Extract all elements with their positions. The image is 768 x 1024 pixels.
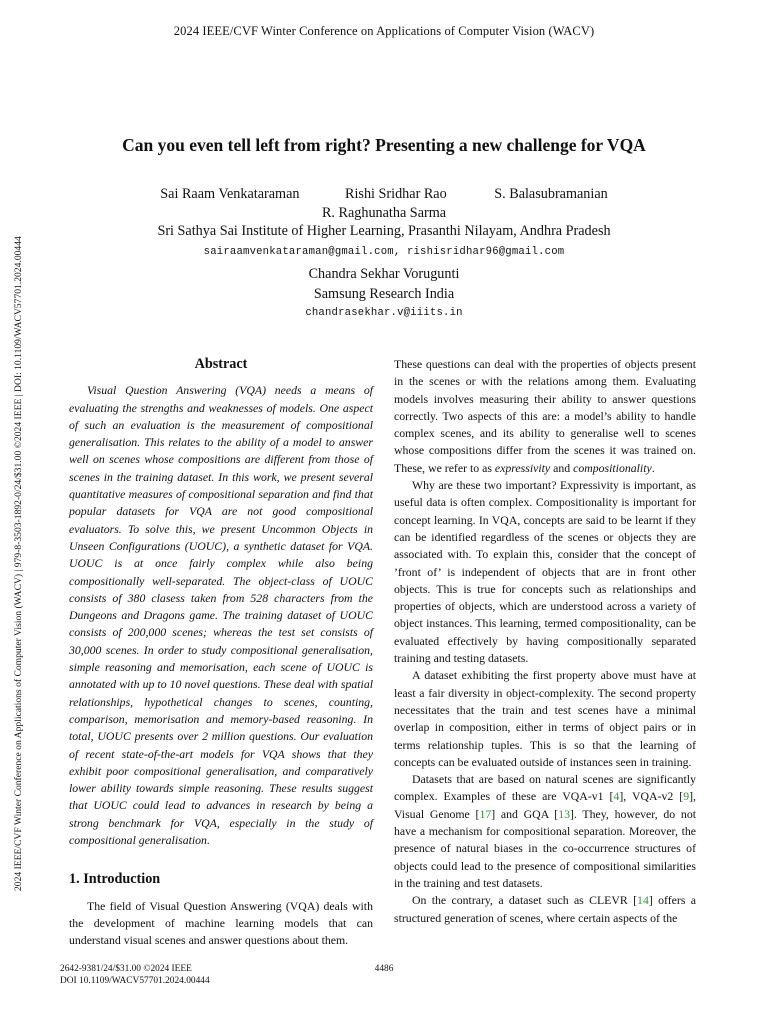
text-run: On the contrary, a dataset such as CLEVR [ bbox=[412, 893, 638, 908]
text-run: ] offers a structured generation of scenes, where certain aspects of the bbox=[394, 893, 696, 925]
citation-link[interactable]: 13 bbox=[558, 806, 571, 821]
footer-issn: 2642-9381/24/$31.00 ©2024 IEEE bbox=[60, 964, 192, 974]
author-name: S. Balasubramanian bbox=[494, 186, 608, 202]
author-name: Rishi Sridhar Rao bbox=[345, 186, 447, 202]
author-name: Chandra Sekhar Vorugunti bbox=[308, 266, 460, 282]
text-run: Datasets that are based on natural scenes are significantly complex. Examples of these are VQA-v1 [ bbox=[394, 772, 696, 804]
term-expressivity: expressivity bbox=[494, 460, 551, 475]
citation-link[interactable]: 4 bbox=[613, 789, 620, 804]
text-run: and bbox=[550, 460, 574, 475]
author-row bbox=[0, 186, 768, 203]
side-doi-note: 2024 IEEE/CVF Winter Conference on Applications of Computer Vision (WACV) | 979-8-3503-1892-0/24/$31.00 ©2024 IEEE | DOI: 10.1109/WACV57701.2024.00444 bbox=[13, 236, 24, 891]
body-paragraph bbox=[394, 771, 696, 892]
abstract-heading: Abstract bbox=[194, 356, 248, 372]
left-column bbox=[69, 356, 373, 950]
text-run: ] and GQA [ bbox=[491, 806, 559, 821]
conference-header: 2024 IEEE/CVF Winter Conference on Applications of Computer Vision (WACV) bbox=[173, 24, 595, 38]
body-paragraph: Why are these two important? Expressivity is important, as useful data is often complex. Compositionality is important for concept learning. In VQA, concepts are said to be learnt if they can be identified regardless of the scenes or objects they are associated with. To explain this, consider that the concept of ’front of’ is independent of objects that are in front other objects. This is true for concepts such as relationships and properties of objects, which are understood across a variety of object instances. This learning, termed compositionality, can be evaluated effectively by having compositionally separated training and testing datasets. bbox=[394, 478, 696, 666]
text-run: ]. They, however, do not have a mechanism for compositional separation. Moreover, the presence of natural biases in the co-occurrence structures of objects could lead to the presence of compositional similarities in the training and test datasets. bbox=[394, 806, 696, 890]
body-paragraph bbox=[394, 356, 696, 477]
footer-doi: DOI 10.1109/WACV57701.2024.00444 bbox=[60, 975, 210, 986]
body-paragraph bbox=[394, 892, 696, 927]
citation-link[interactable]: 9 bbox=[683, 789, 690, 804]
text-run: These questions can deal with the properties of objects present in the scenes or with the relations among them. Evaluating models involves measuring their ability to answer questions correctly. Two aspects of this are: a model’s ability to handle complex scenes, and its ability to generalise well to scenes whose compositions differ from the scenes it was trained on. These, we refer to as bbox=[394, 357, 696, 475]
body-paragraph: A dataset exhibiting the first property above must have at least a fair diversity in object-complexity. The second property necessitates that the train and test scenes have a minimal overlap in composition, either in terms of object pairs or in terms relationship tuples. This is so that the learning of concepts can be evaluated outside of instances seen in training. bbox=[394, 668, 696, 769]
right-column bbox=[394, 356, 696, 927]
page-number: 4486 bbox=[374, 964, 394, 974]
paper-title: Can you even tell left from right? Presenting a new challenge for VQA bbox=[122, 135, 646, 155]
text-run: . bbox=[651, 460, 655, 475]
citation-link[interactable]: 17 bbox=[479, 806, 492, 821]
term-compositionality: compositionality bbox=[573, 460, 652, 475]
affiliation: Sri Sathya Sai Institute of Higher Learning, Prasanthi Nilayam, Andhra Pradesh bbox=[157, 223, 611, 239]
abstract-text: Visual Question Answering (VQA) needs a means of evaluating the strengths and weaknesses of models. One aspect of such an evaluation is the measurement of compositional generalisation. This relates to the ability of a model to answer well on scenes whose compositions are different from those of scenes in the training dataset. In this work, we present several quantitative measures of compositional separation and find that popular datasets for VQA are not good compositional evaluators. To solve this, we present Uncommon Objects in Unseen Configurations (UOUC), a synthetic dataset for VQA. UOUC is at once fairly complex while also being compositionally well-separated. The object-class of UOUC consists of 380 clasess taken from 528 characters from the Dungeons and Dragons game. The training dataset of UOUC consists of 200,000 scenes; whereas the test set consists of 30,000 scenes. In order to study compositional generalisation, simple reasoning and memorisation, each scene of UOUC is annotated with up to 10 novel questions. These deal with spatial relationships, hypothetical changes to scenes, counting, comparison, memorisation and memory-based reasoning. In total, UOUC presents over 2 million questions. Our evaluation of recent state-of-the-art models for VQA shows that they exhibit poor compositional generalisation, and comparatively lower ability towards simple reasoning. These results suggest that UOUC could lead to advances in research by being a strong benchmark for VQA, especially in the study of compositional generalisation. bbox=[69, 383, 373, 848]
author-name: R. Raghunatha Sarma bbox=[321, 205, 447, 221]
author-emails: sairaamvenkataraman@gmail.com, rishisridhar96@gmail.com bbox=[203, 246, 565, 258]
author-name: Sai Raam Venkataraman bbox=[160, 186, 300, 202]
section-heading: 1. Introduction bbox=[69, 871, 161, 888]
text-run: ], Visual Genome [ bbox=[394, 789, 696, 821]
author-email: chandrasekhar.v@iiits.in bbox=[305, 307, 463, 319]
body-paragraph: The field of Visual Question Answering (VQA) deals with the development of machine learning models that can understand visual scenes and answer questions about them. bbox=[69, 898, 373, 948]
citation-link[interactable]: 14 bbox=[637, 893, 649, 908]
affiliation: Samsung Research India bbox=[313, 286, 455, 302]
text-run: ], VQA-v2 [ bbox=[619, 789, 684, 804]
